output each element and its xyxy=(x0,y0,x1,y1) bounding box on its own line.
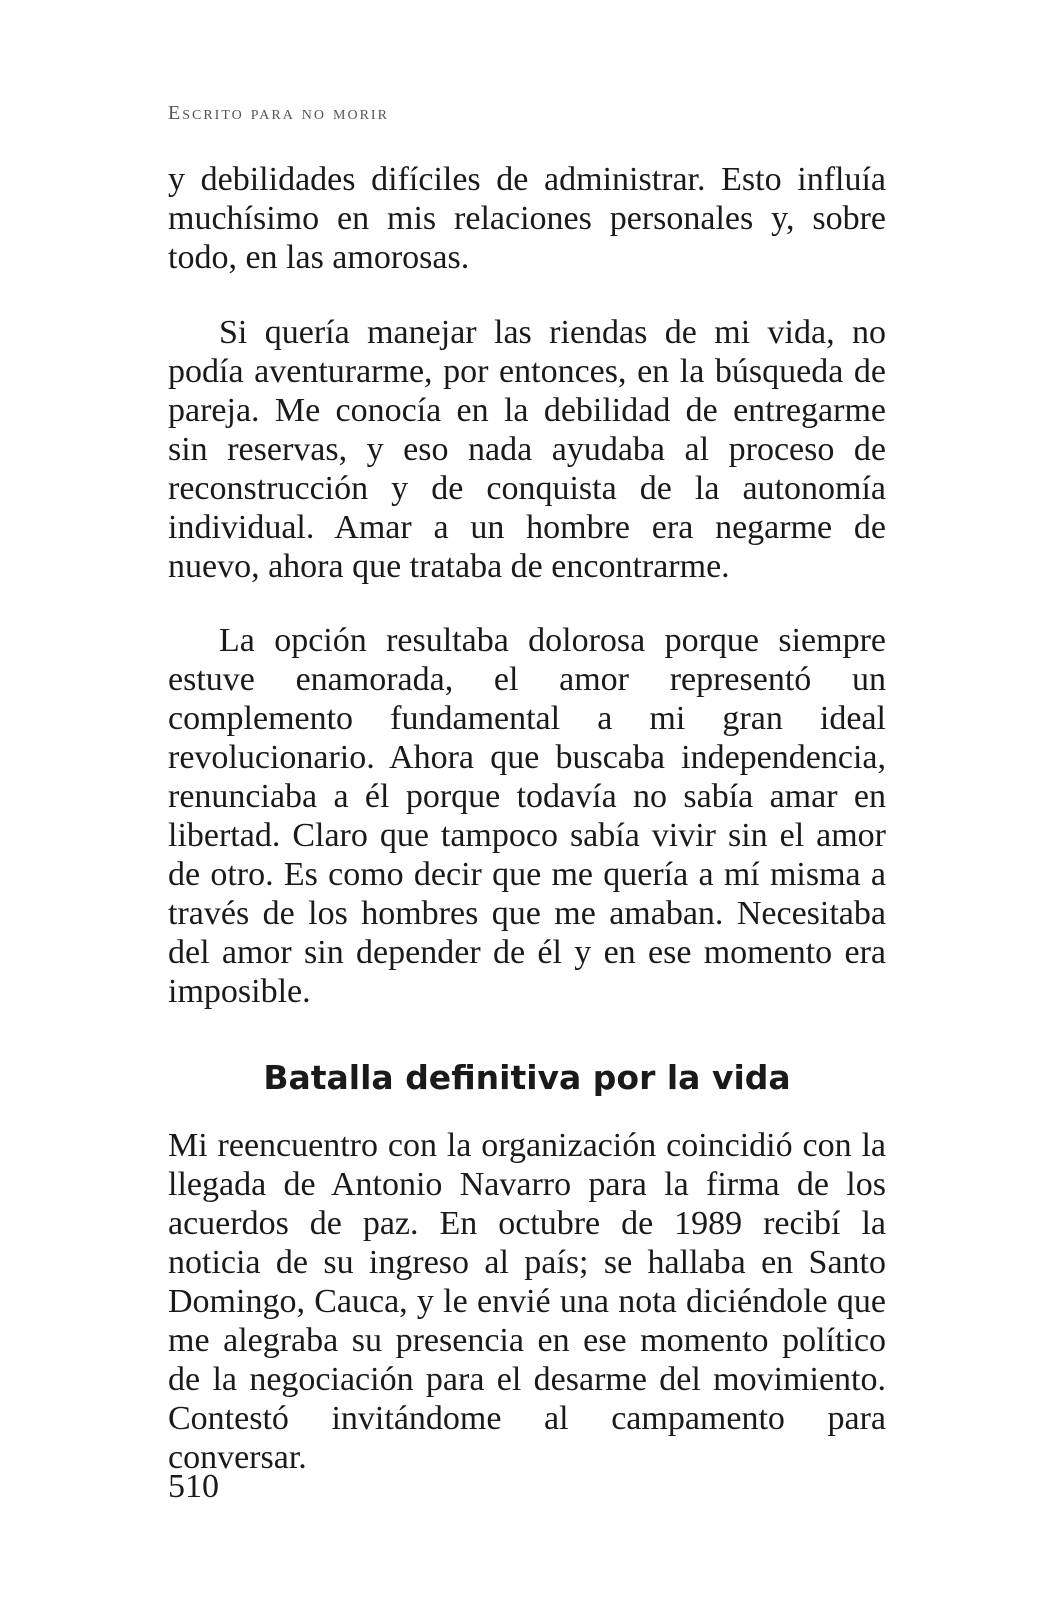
paragraph: Si quería manejar las riendas de mi vida, no podía aventurarme, por entonces, en la búsqueda de pareja. Me conocía en la debilidad de entregarme sin reservas, y eso nada ayudaba al proceso de reconstrucción y de conquista de la autonomía individual. Amar a un hombre era negarme de nuevo, ahora que trataba de encontrarme. xyxy=(168,314,886,585)
section-heading: Batalla definitiva por la vida xyxy=(263,1058,791,1097)
page-number: 510 xyxy=(168,1468,219,1505)
running-header: Escrito para no morir xyxy=(168,102,389,124)
paragraph: La opción resultaba dolorosa porque siempre estuve enamorada, el amor representó un complemento fundamental a mi gran ideal revolucionario. Ahora que buscaba independencia, renunciaba a él porque todavía no sabía amar en libertad. Claro que tampoco sabía vivir sin el amor de otro. Es como decir que me quería a mí misma a través de los hombres que me amaban. Necesitaba del amor sin depender de él y en ese momento era imposible. xyxy=(168,622,886,1010)
paragraph-continuation: y debilidades difíciles de administrar. Esto influía muchísimo en mis relaciones personales y, sobre todo, en las amorosas. xyxy=(168,161,886,276)
section-paragraph: Mi reencuentro con la organización coincidió con la llegada de Antonio Navarro para la firma de los acuerdos de paz. En octubre de 1989 recibí la noticia de su ingreso al país; se hallaba en Santo Domingo, Cauca, y le envié una nota diciéndole que me alegraba su presencia en ese momento político de la negociación para el desarme del movimiento. Contestó invitándome al campamento para conversar. xyxy=(168,1127,886,1476)
